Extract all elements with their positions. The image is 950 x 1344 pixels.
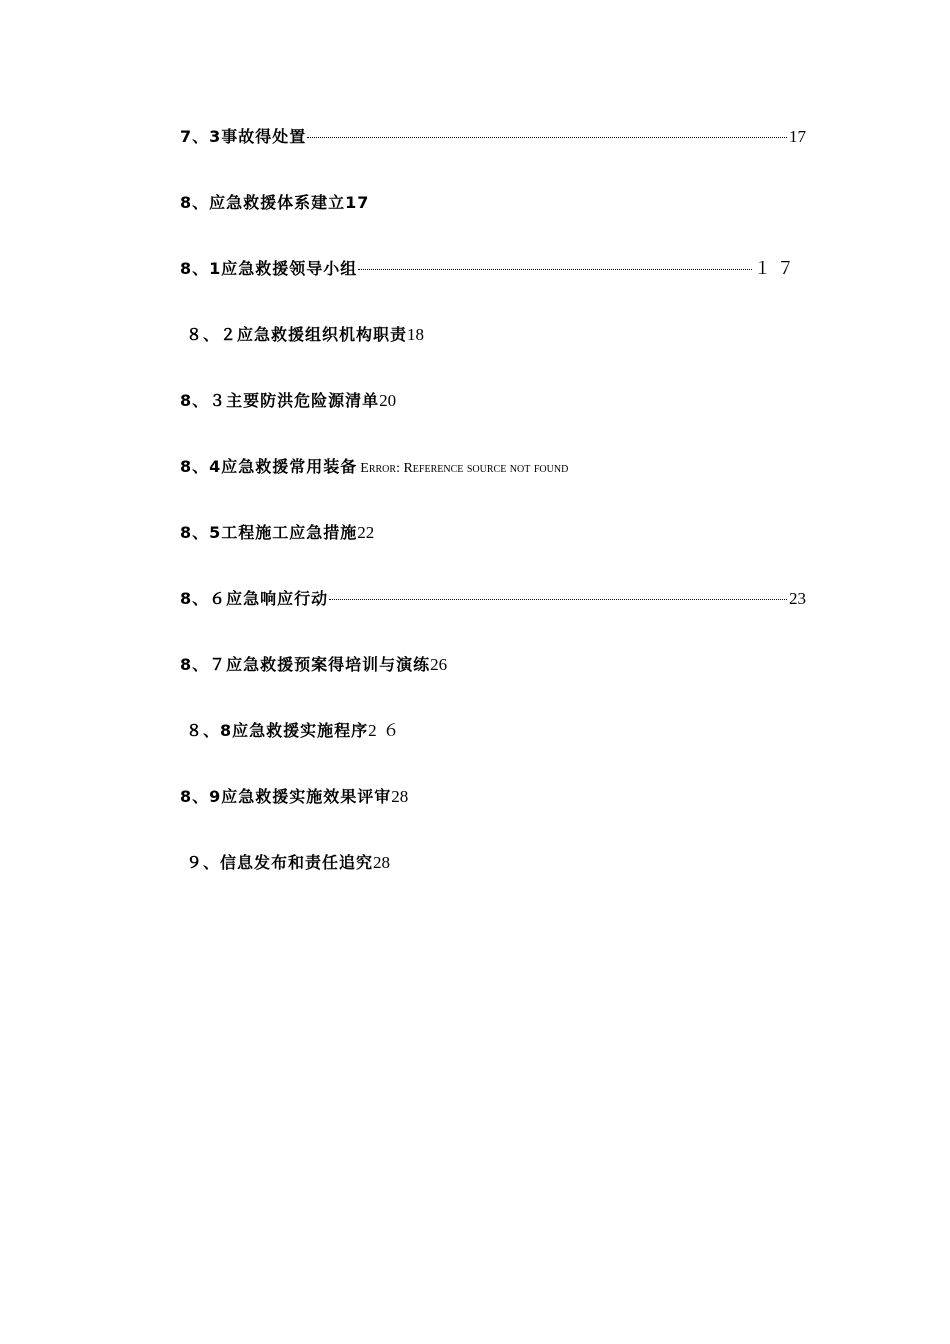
toc-entry-page: １７ — [754, 259, 800, 278]
toc-entry-page: 17 — [789, 127, 806, 146]
toc-entry-title: 8、9应急救援实施效果评审 — [180, 787, 392, 806]
toc-entry[interactable] — [180, 125, 806, 149]
toc-entry[interactable] — [180, 587, 806, 611]
toc-entry-page: 22 — [357, 523, 375, 542]
toc-entry[interactable] — [180, 389, 806, 413]
toc-entry-page: 20 — [379, 391, 397, 410]
toc-entry[interactable] — [180, 785, 806, 809]
toc-entry-page: 23 — [789, 589, 806, 608]
toc-entry[interactable] — [180, 455, 806, 479]
toc-entry-title: 8、4应急救援常用装备 — [180, 457, 358, 476]
toc-entry-page: 18 — [407, 325, 425, 344]
dot-leader — [329, 599, 787, 600]
toc-entry-page: 2６ — [368, 721, 406, 740]
toc-entry-title: 8、３主要防洪危险源清单 — [180, 391, 380, 410]
toc-entry[interactable] — [180, 191, 806, 215]
toc-entry-title: 8、应急救援体系建立17 — [180, 193, 370, 212]
toc-entry-page: 26 — [430, 655, 448, 674]
toc-entry[interactable] — [186, 323, 812, 347]
toc-entry[interactable] — [180, 521, 806, 545]
toc-entry[interactable] — [180, 257, 800, 281]
toc-entry[interactable] — [186, 851, 812, 875]
toc-entry-page: 28 — [391, 787, 409, 806]
dot-leader — [307, 137, 787, 138]
dot-leader — [358, 269, 752, 270]
toc-entry-title: 8、７应急救援预案得培训与演练 — [180, 655, 431, 674]
toc-entry-page: 28 — [373, 853, 391, 872]
toc-entry-title: ８、２应急救援组织机构职责 — [186, 325, 408, 344]
toc-entry-title: 8、1应急救援领导小组 — [180, 259, 358, 278]
toc-entry[interactable] — [186, 719, 812, 743]
toc-entry-title: 8、5工程施工应急措施 — [180, 523, 358, 542]
toc-entry-title: 7、3事故得处置 — [180, 127, 307, 146]
toc-entry-title: 8、６应急响应行动 — [180, 589, 329, 608]
reference-error-text: Error: Reference source not found — [360, 461, 569, 476]
toc-entry-title: ９、信息发布和责任追究 — [186, 853, 374, 872]
toc-entry[interactable] — [180, 653, 806, 677]
toc-entry-title: ８、8应急救援实施程序 — [186, 721, 369, 740]
